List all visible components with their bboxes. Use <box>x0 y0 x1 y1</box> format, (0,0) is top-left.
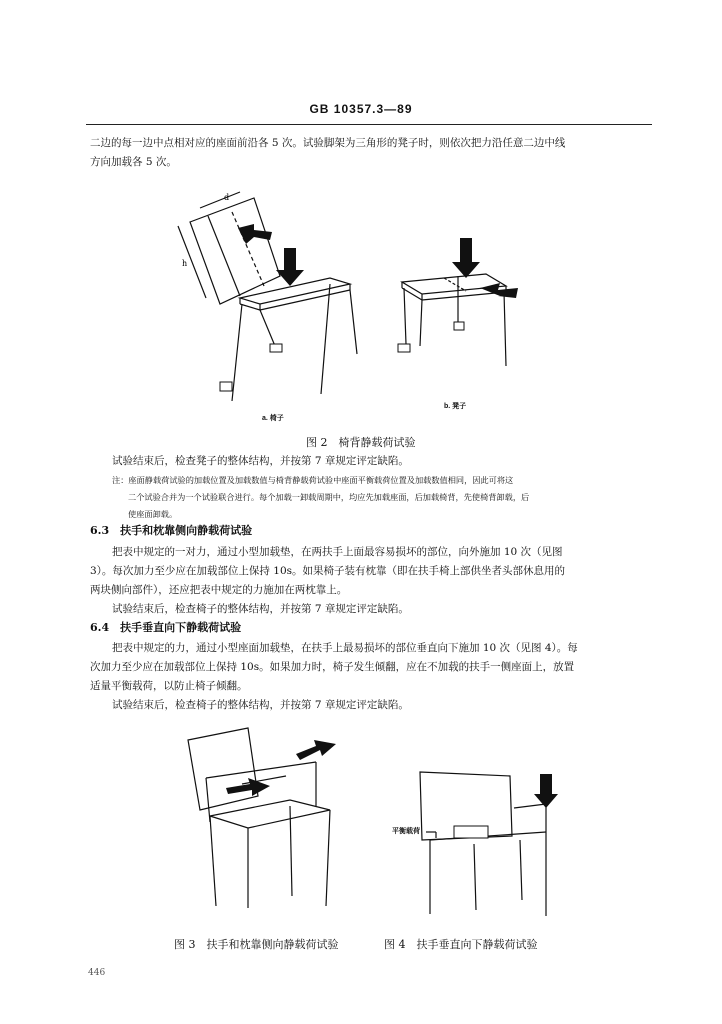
backrest-load-arrow <box>238 224 272 244</box>
leg-pad <box>220 382 232 391</box>
leg-pad <box>454 322 464 330</box>
section-6-4-para-1-line-1: 把表中规定的力，通过小型座面加载垫，在扶手上最易损坏的部位垂直向下施加 10 次（见图 4）。每 <box>112 642 578 654</box>
figure-3-armchair-drawing <box>186 726 346 916</box>
seat-load-arrow <box>276 248 304 286</box>
standard-header: GB 10357.3—89 <box>309 102 413 116</box>
dimension-h-label: h <box>182 259 188 268</box>
section-6-3-heading: 6.3 扶手和枕靠侧向静载荷试验 <box>90 524 253 537</box>
outer-armrest-load-arrow <box>296 740 336 760</box>
note-line-3: 使座面卸载。 <box>128 509 178 519</box>
section-6-4-heading: 6.4 扶手垂直向下静载荷试验 <box>90 621 242 634</box>
section-6-4-para-1-line-3: 适量平衡载荷，以防止椅子倾翻。 <box>90 680 248 692</box>
intro-line-1: 二边的每一边中点相对应的座面前沿各 5 次。试验脚架为三角形的凳子时，则依次把力沿任意二边中线 <box>90 137 566 149</box>
dimension-d-label: d <box>224 193 230 202</box>
section-6-3-para-2: 试验结束后，检查椅子的整体结构，并按第 7 章规定评定缺陷。 <box>112 603 409 615</box>
figure-2a-label: a. 椅子 <box>262 415 284 422</box>
leg-pad <box>270 344 282 352</box>
figure-3-caption: 图 3 扶手和枕靠侧向静载荷试验 <box>174 938 339 951</box>
figure-4-caption: 图 4 扶手垂直向下静载荷试验 <box>384 938 538 951</box>
figure-2b-stool-drawing <box>396 236 526 396</box>
intro-line-2: 方向加载各 5 次。 <box>90 156 177 168</box>
vertical-load-arrow <box>534 774 558 808</box>
seat-load-arrow <box>452 238 480 278</box>
leg-pad <box>398 344 410 352</box>
balance-load-label: 平衡载荷 <box>392 828 420 835</box>
note-line-1: 注：座面静载荷试验的加载位置及加载数值与椅背静载荷试验中座面平衡载荷位置及加载数值相同，因此可将这 <box>112 475 514 485</box>
after-figure-2-text: 试验结束后，检查凳子的整体结构，并按第 7 章规定评定缺陷。 <box>112 455 409 467</box>
balance-load-pad <box>454 826 488 838</box>
section-6-3-para-1-line-1: 把表中规定的一对力，通过小型加载垫，在两扶手上面最容易损坏的部位，向外施加 10 次（见图 <box>112 546 563 558</box>
section-6-4-para-2: 试验结束后，检查椅子的整体结构，并按第 7 章规定评定缺陷。 <box>112 699 409 711</box>
section-6-3-para-1-line-2: 3）。每次加力至少应在加载部位上保持 10s。如果椅子装有枕靠（即在扶手椅上部供坐者头部休息用的 <box>90 565 566 577</box>
figure-2b-label: b. 凳子 <box>444 403 467 410</box>
section-6-4-para-1-line-2: 次加力至少应在加载部位上保持 10s。如果加力时，椅子发生倾翻，应在不加载的扶手一侧座面上，放置 <box>90 661 575 673</box>
figure-4-armchair-drawing <box>390 770 570 920</box>
section-6-3-para-1-line-3: 两块侧向部件），还应把表中规定的力施加在两枕靠上。 <box>90 584 348 596</box>
header-rule <box>86 124 652 125</box>
side-load-arrow <box>480 283 518 298</box>
figure-2a-chair-drawing <box>180 186 370 411</box>
figure-2-caption: 图 2 椅背静载荷试验 <box>306 436 416 449</box>
note-line-2: 二个试验合并为一个试验联合进行。每个加载一卸载周期中，均应先加载座面，后加载椅背，先使椅背卸载，后 <box>128 492 530 502</box>
page-number: 446 <box>88 968 106 978</box>
